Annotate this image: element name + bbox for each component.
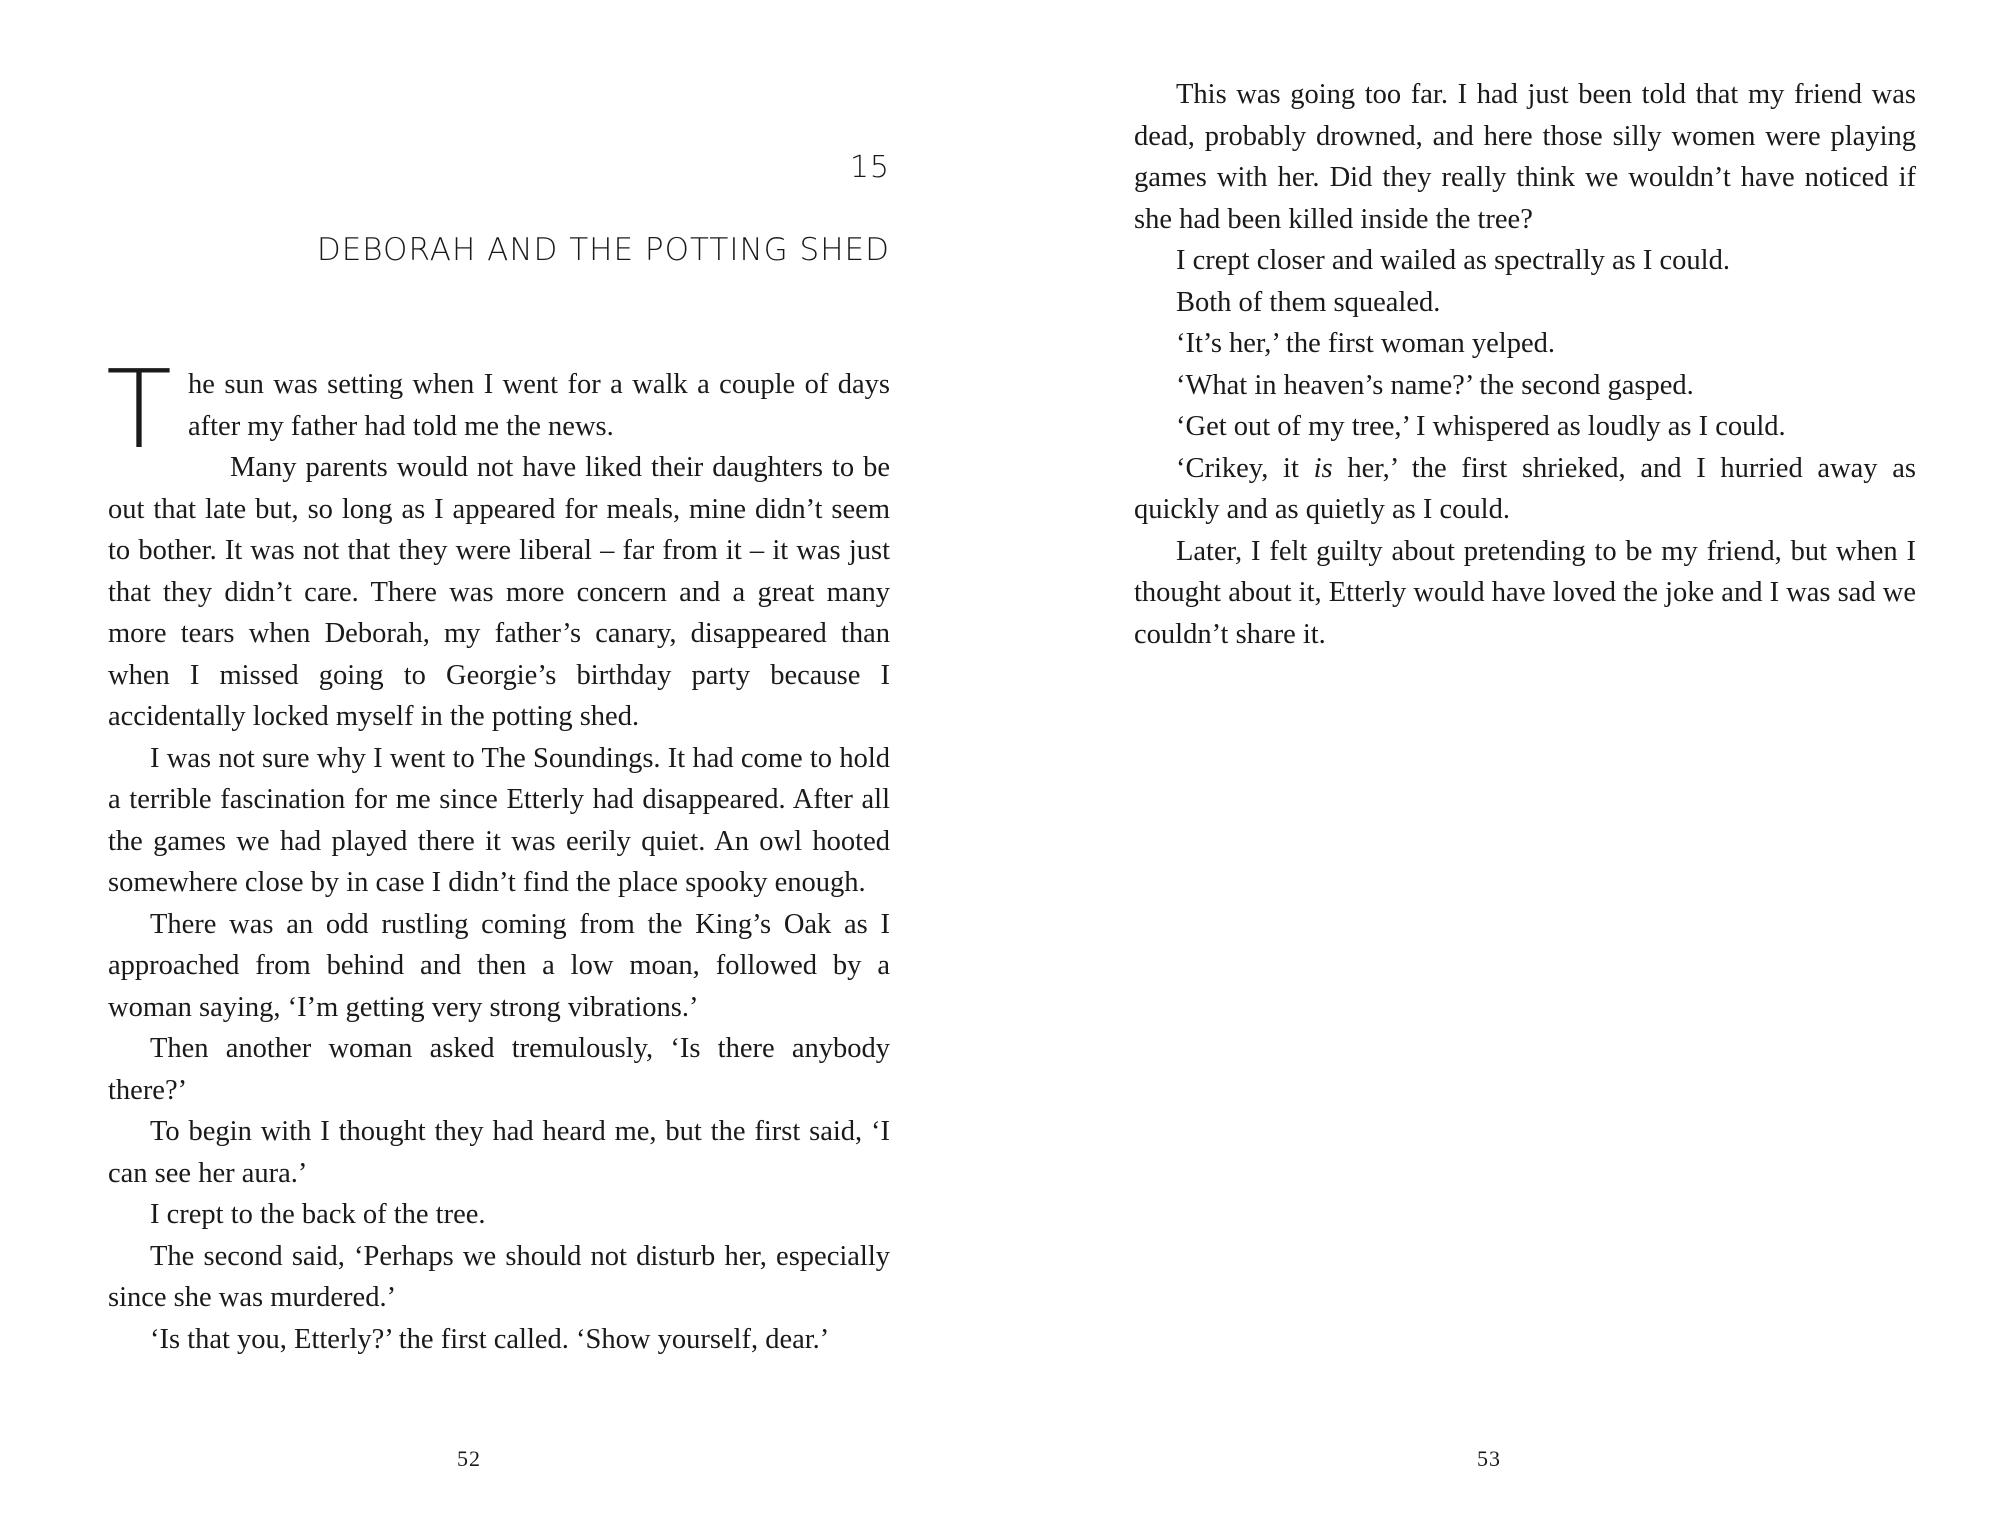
paragraph-text-before: ‘Crikey, it [1176,452,1314,484]
page-number: 52 [457,1446,481,1471]
left-body-text [106,348,890,1360]
paragraph-with-emphasis [1134,448,1916,531]
paragraph: ‘What in heaven’s name?’ the second gasped. [1176,369,1694,401]
chapter-number: 15 [849,150,890,185]
paragraph: ‘Is that you, Etterly?’ the first called. ‘Show yourself, dear.’ [150,1323,830,1355]
paragraph: This was going too far. I had just been told that my friend was dead, probably drowned, and here those silly women were playing games with her. Did they really think we wouldn’t have noticed if she had been killed inside the tree? [1134,79,1916,235]
chapter-title: DEBORAH AND THE POTTING SHED [316,232,890,268]
paragraph: I was not sure why I went to The Soundings. It had come to hold a terrible fascination for me since Etterly had disappeared. After all the games we had played there it was eerily quiet. An owl hooted somewhere close by in case I didn’t find the place spooky enough. [108,742,890,898]
paragraph-text-after: her,’ the first shrieked, and I hurried away as quickly and as quietly as I could. [1134,452,1917,525]
paragraph: Then another woman asked tremulously, ‘Is there anybody there?’ [108,1033,890,1106]
paragraph: ‘Get out of my tree,’ I whispered as loudly as I could. [1176,411,1786,442]
page-number: 53 [1477,1446,1501,1471]
paragraph: Later, I felt guilty about pretending to be my friend, but when I thought about it, Etterly would have loved the joke and I was sad we couldn’t share it. [1134,535,1916,650]
paragraph: ‘It’s her,’ the first woman yelped. [1176,328,1556,359]
emphasized-word: is [1313,452,1333,484]
paragraph: I crept to the back of the tree. [150,1199,486,1230]
paragraph: I crept closer and wailed as spectrally as I could. [1176,245,1730,276]
paragraph: Both of them squealed. [1176,286,1441,318]
right-page [1134,0,1916,1531]
paragraph: There was an odd rustling coming from the King’s Oak as I approached from behind and then a low moan, followed by a woman saying, ‘I’m getting very strong vibrations.’ [108,908,890,1023]
opening-paragraph-text: he sun was setting when I went for a walk a couple of days after my father had told me the news. [187,369,890,442]
right-body-text [1134,74,1916,655]
paragraph: The second said, ‘Perhaps we should not disturb her, especially since she was murdered.’ [108,1240,890,1313]
drop-cap: T [106,348,172,473]
left-page [108,0,890,1531]
paragraph: To begin with I thought they had heard me, but the first said, ‘I can see her aura.’ [108,1116,890,1189]
paragraph: Many parents would not have liked their daughters to be out that late but, so long as I appeared for meals, mine didn’t seem to bother. It was not that they were liberal – far from it – it was just that they didn’t care. There was more concern and a great many more tears when Deborah, my father’s canary, disappeared than when I missed going to Georgie’s birthday party because I accidentally locked myself in the potting shed. [108,452,890,732]
opening-paragraph [106,348,890,473]
